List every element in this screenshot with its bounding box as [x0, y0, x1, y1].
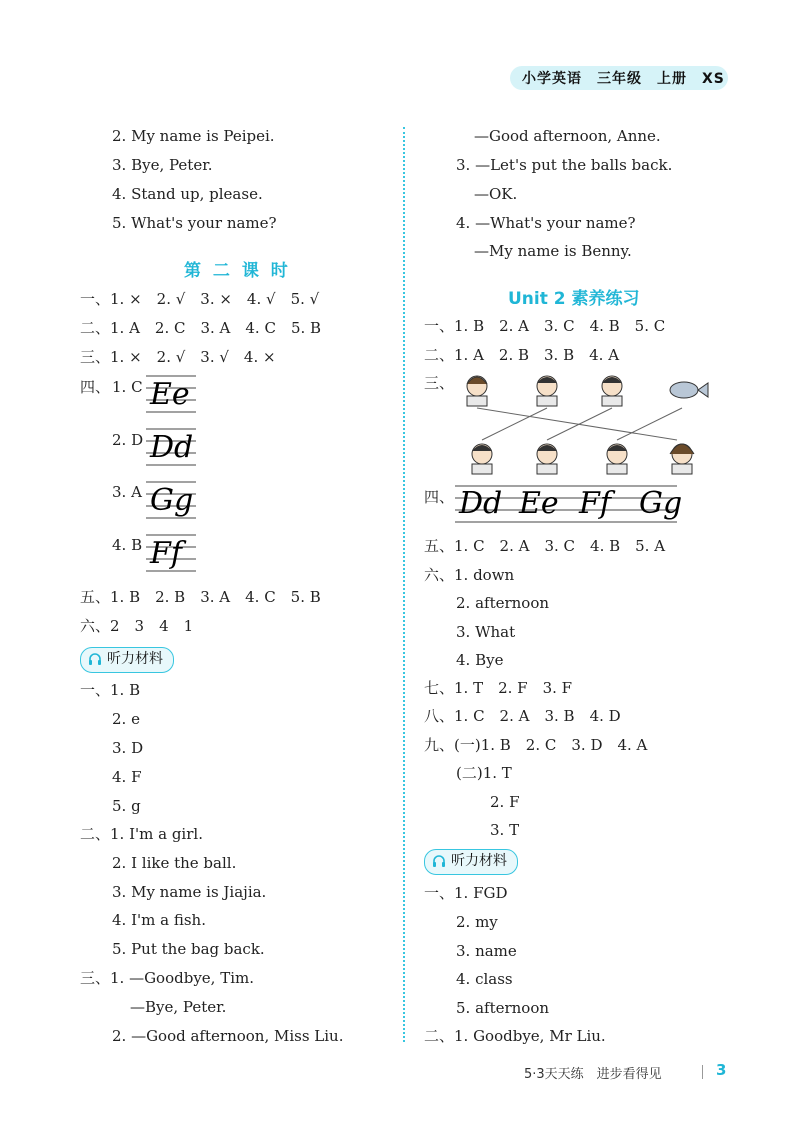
listening-label: 听力材料	[107, 651, 163, 667]
answer-label: 1. C	[112, 378, 143, 396]
column-divider	[403, 127, 405, 1042]
answer-line: 4. —What's your name?	[456, 214, 636, 232]
answer-line: 3. —Let's put the balls back.	[456, 156, 673, 174]
boy-icon	[602, 376, 622, 406]
answer-line: 五、1. B 2. B 3. A 4. C 5. B	[80, 588, 321, 606]
answer-line: 2. afternoon	[456, 594, 550, 612]
header-title: 小学英语 三年级 上册 XS	[522, 71, 725, 87]
answer-line: 二、1. A 2. B 3. B 4. A	[424, 346, 620, 364]
handwritten-letters: Ff	[150, 536, 182, 571]
answer-line: 二、1. Goodbye, Mr Liu.	[424, 1027, 606, 1045]
fish-icon	[670, 382, 708, 398]
girl-icon	[670, 444, 694, 474]
handwritten-letters: Dd	[150, 430, 194, 465]
answer-line: 5. g	[112, 797, 141, 815]
handwriting-lines	[146, 478, 196, 522]
answer-line: 一、1. FGD	[424, 884, 508, 902]
handwritten-letters: Dd	[459, 486, 503, 521]
answer-line: 4. I'm a fish.	[112, 911, 206, 929]
handwriting-lines	[146, 372, 196, 416]
listening-badge	[80, 647, 174, 673]
answer-line: 4. Stand up, please.	[112, 185, 263, 203]
answer-line: 3. name	[456, 942, 517, 960]
question-prefix: 四、	[424, 488, 455, 506]
answer-line: 2. F	[490, 793, 520, 811]
answer-line: 3. What	[456, 623, 516, 641]
headphones-icon	[432, 854, 446, 868]
headphones-icon	[88, 652, 102, 666]
answer-line: 2. My name is Peipei.	[112, 127, 275, 145]
answer-line: 3. D	[112, 739, 144, 757]
answer-line: 2. e	[112, 710, 140, 728]
answer-line: 三、1. × 2. √ 3. √ 4. ×	[80, 348, 276, 366]
boy-icon	[472, 444, 492, 474]
answer-line: 二、1. I'm a girl.	[80, 825, 203, 843]
handwriting-lines	[455, 480, 683, 530]
matching-illustration	[452, 368, 722, 484]
answer-line: 一、1. B	[80, 681, 141, 699]
answer-line: 七、1. T 2. F 3. F	[424, 679, 573, 697]
answer-line: 3. T	[490, 821, 520, 839]
answer-line: 2. —Good afternoon, Miss Liu.	[112, 1027, 344, 1045]
answer-line: (二)1. T	[456, 764, 512, 782]
answer-line: —Bye, Peter.	[130, 998, 227, 1016]
answer-line: —OK.	[474, 185, 518, 203]
handwriting-lines	[146, 531, 196, 575]
handwritten-letters: Ee	[150, 377, 190, 412]
answer-label: 3. A	[112, 483, 142, 501]
answer-line: 一、1. × 2. √ 3. × 4. √ 5. √	[80, 290, 320, 308]
boy-icon	[537, 444, 557, 474]
handwritten-letters: Ff	[579, 486, 611, 521]
answer-label: 2. D	[112, 431, 144, 449]
answer-line: 二、1. A 2. C 3. A 4. C 5. B	[80, 319, 322, 337]
footer-separator	[702, 1065, 703, 1079]
answer-line: 五、1. C 2. A 3. C 4. B 5. A	[424, 537, 666, 555]
answer-line: 2. I like the ball.	[112, 854, 237, 872]
answer-line: 六、1. down	[424, 566, 515, 584]
answer-line: 3. Bye, Peter.	[112, 156, 213, 174]
listening-badge	[424, 849, 518, 875]
answer-line: 4. F	[112, 768, 142, 786]
answer-line: 3. My name is Jiajia.	[112, 883, 267, 901]
answer-line: 九、(一)1. B 2. C 3. D 4. A	[424, 736, 648, 754]
listening-label: 听力材料	[451, 853, 507, 869]
answer-line: 5. afternoon	[456, 999, 550, 1017]
unit-title: Unit 2 素养练习	[508, 289, 640, 309]
answer-line: —Good afternoon, Anne.	[474, 127, 661, 145]
question-prefix: 三、	[424, 374, 455, 392]
lesson-title: 第 二 课 时	[184, 261, 291, 281]
answer-line: 4. class	[456, 970, 513, 988]
answer-line: 八、1. C 2. A 3. B 4. D	[424, 707, 621, 725]
answer-line: 2. my	[456, 913, 498, 931]
girl-icon	[467, 376, 487, 406]
page-number: 3	[716, 1061, 727, 1079]
answer-line: 六、2 3 4 1	[80, 617, 194, 635]
answer-line: —My name is Benny.	[474, 242, 632, 260]
question-prefix: 四、	[80, 378, 111, 396]
answer-line: 5. What's your name?	[112, 214, 277, 232]
footer-slogan: 5·3天天练 进步看得见	[524, 1067, 662, 1082]
boy-icon	[537, 376, 557, 406]
answer-line: 三、1. —Goodbye, Tim.	[80, 969, 255, 987]
answer-line: 4. Bye	[456, 651, 504, 669]
handwritten-letters: Gg	[150, 483, 194, 518]
handwritten-letters: Ee	[519, 486, 559, 521]
handwriting-lines	[146, 425, 196, 469]
answer-label: 4. B	[112, 536, 143, 554]
handwritten-letters: Gg	[639, 486, 683, 521]
boy-icon	[607, 444, 627, 474]
answer-line: 5. Put the bag back.	[112, 940, 265, 958]
answer-line: 一、1. B 2. A 3. C 4. B 5. C	[424, 317, 666, 335]
